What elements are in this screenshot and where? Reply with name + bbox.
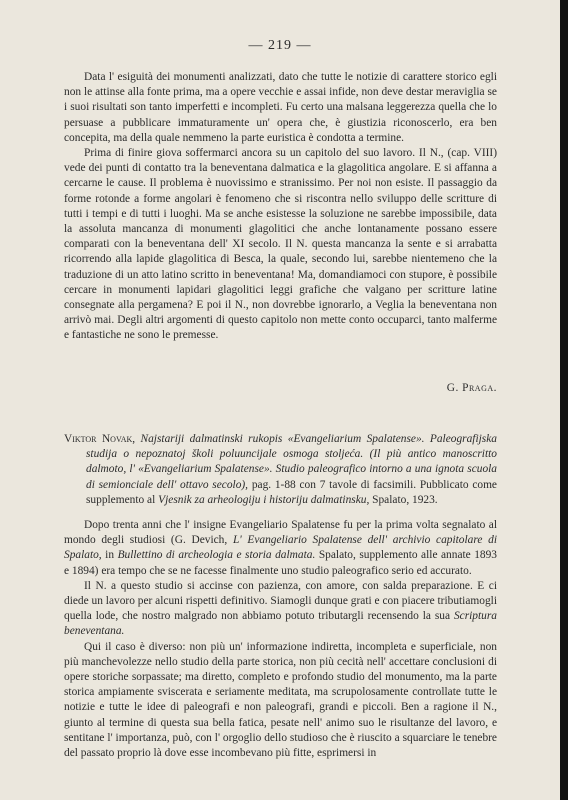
work-title: Najstariji dalmatinski rukopis «Evangeliarium Spalatense». Paleografijska studija o nepoznatoj školi poluuncijale osmoga stoljeća. (Il più antico manoscritto dalmoto, l' «Evangeliarium Spalatense». Studio paleografico intorno a una ignota scuola di semionciale dell' ottavo secolo),	[86, 433, 497, 491]
text-run: in	[105, 549, 115, 562]
publication-details: pag. 1-88 con 7 tavole di facsimili. Pubblicato come supplemento al	[86, 478, 497, 506]
paragraph: Data l' esiguità dei monumenti analizzati, dato che tutte le notizie di carattere storico egli non le attinse alla fonte prima, ma a opere vecchie e assai infide, non deve destar meraviglia se i suoi risultati son tanto imperfetti e incompleti. Fu certo una malsana leggerezza quella che lo persuase a pubblicare immaturamente un' opera che, è giustizia riconoscerlo, era ben concepita, ma della quale nemmeno la parte euristica è condotta a termine.	[64, 71, 497, 144]
text-run: Spalato, supplemento alle annate 1893 e 1894) era tempo che se ne facesse finalmente uno studio paleografico serio ed accurato.	[64, 549, 498, 577]
review-novak-body	[64, 518, 497, 761]
paragraph: Qui il caso è diverso: non più un' informazione indiretta, incompleta e superficiale, non più manchevolezze nello studio della parte storica, non più cecità nell' accettare conclusioni di opere storiche sorpassate; ma diretto, completo e profondo studio del monumento, ma la parte storica ampiamente sviscerata e seriamente meditata, ma scrupolosamente controllate tutte le notizie e tutte le idee di paleografi e non paleografi, grandi e piccoli. Ben a ragione il N., giunto al termine di questa sua bella fatica, pesate nell' animo suo le risultanze del lavoro, e sentitane l' importanza, può, con l' orgoglio dello studioso che è riuscito a squarciare le tenebre del passato proprio là dove esse incombevano più fitte, esprimersi in	[64, 640, 497, 760]
text-run: Dopo trenta anni che l' insigne Evangeliario Spalatense fu per la prima volta segnalato al mondo degli studiosi (G. Devich,	[64, 519, 497, 547]
review-novak	[64, 432, 497, 508]
cited-journal: Bullettino di archeologia e storia dalmata.	[117, 549, 316, 562]
journal-title: Vjesnik za arheologiju i historiju dalmatinsku,	[158, 493, 370, 506]
review-praga-body	[64, 70, 497, 344]
author: Viktor Novak,	[64, 433, 136, 445]
text-run: Il N. a questo studio si accinse con pazienza, con amore, con salda preparazione. E ci diede un lavoro per alcuni rispetti definitivo. Siamogli dunque grati e con piacere tributiamogli quella lode, che nostro malgrado non abbiamo potuto tributargli recensendo la sua	[64, 579, 497, 623]
page-number: — 219 —	[248, 38, 312, 53]
cited-title: L' Evangeliario Spalatense dell' archivio capitolare di Spalato,	[64, 534, 497, 562]
paragraph	[64, 518, 497, 579]
cited-title: Scriptura beneventana.	[64, 610, 497, 638]
bibliographic-entry	[64, 432, 497, 508]
publication-place: Spalato, 1923.	[372, 493, 438, 506]
viewer-border	[560, 0, 568, 800]
paragraph	[64, 579, 497, 640]
signature-name: G. Praga.	[446, 382, 497, 394]
paragraph: Prima di finire giova soffermarci ancora su un capitolo del suo lavoro. Il N., (cap. VIII) vede dei punti di contatto tra la beneventana dalmatica e la glagolitica angolare. E si affanna a cercarne le cause. Il problema è nuovissimo e stranissimo. Per noi non esiste. Il passaggio da forme rotonde a forme angolari è fenomeno che si riscontra nello sviluppo delle scritture di tutti i tempi e di tutti i luoghi. Ma se anche esistesse la soluzione ne sarebbe impossibile, data la assoluta mancanza di monumenti glagolitici che anche lontanamente possano essere comparati con la beneventana dell' XI secolo. Il N. questa mancanza la sente e si arrabatta ricorrendo alla lapide glagolitica di Besca, la quale, secondo lui, sarebbe nientemeno che la traduzione di un atto latino scritto in beneventana! Ma, domandiamoci con stupore, è possibile cercare in monumenti lapidari glagolitici leggi grafiche che valgano per scritture latine consegnate alla pergamena? E poi il N., non dovrebbe ignorarlo, a Veglia la beneventana non arrivò mai. Degli altri argomenti di questo capitolo non mette conto occuparci, tanto malferme e fantastiche ne sono le premesse.	[64, 147, 497, 342]
signature	[64, 382, 497, 394]
